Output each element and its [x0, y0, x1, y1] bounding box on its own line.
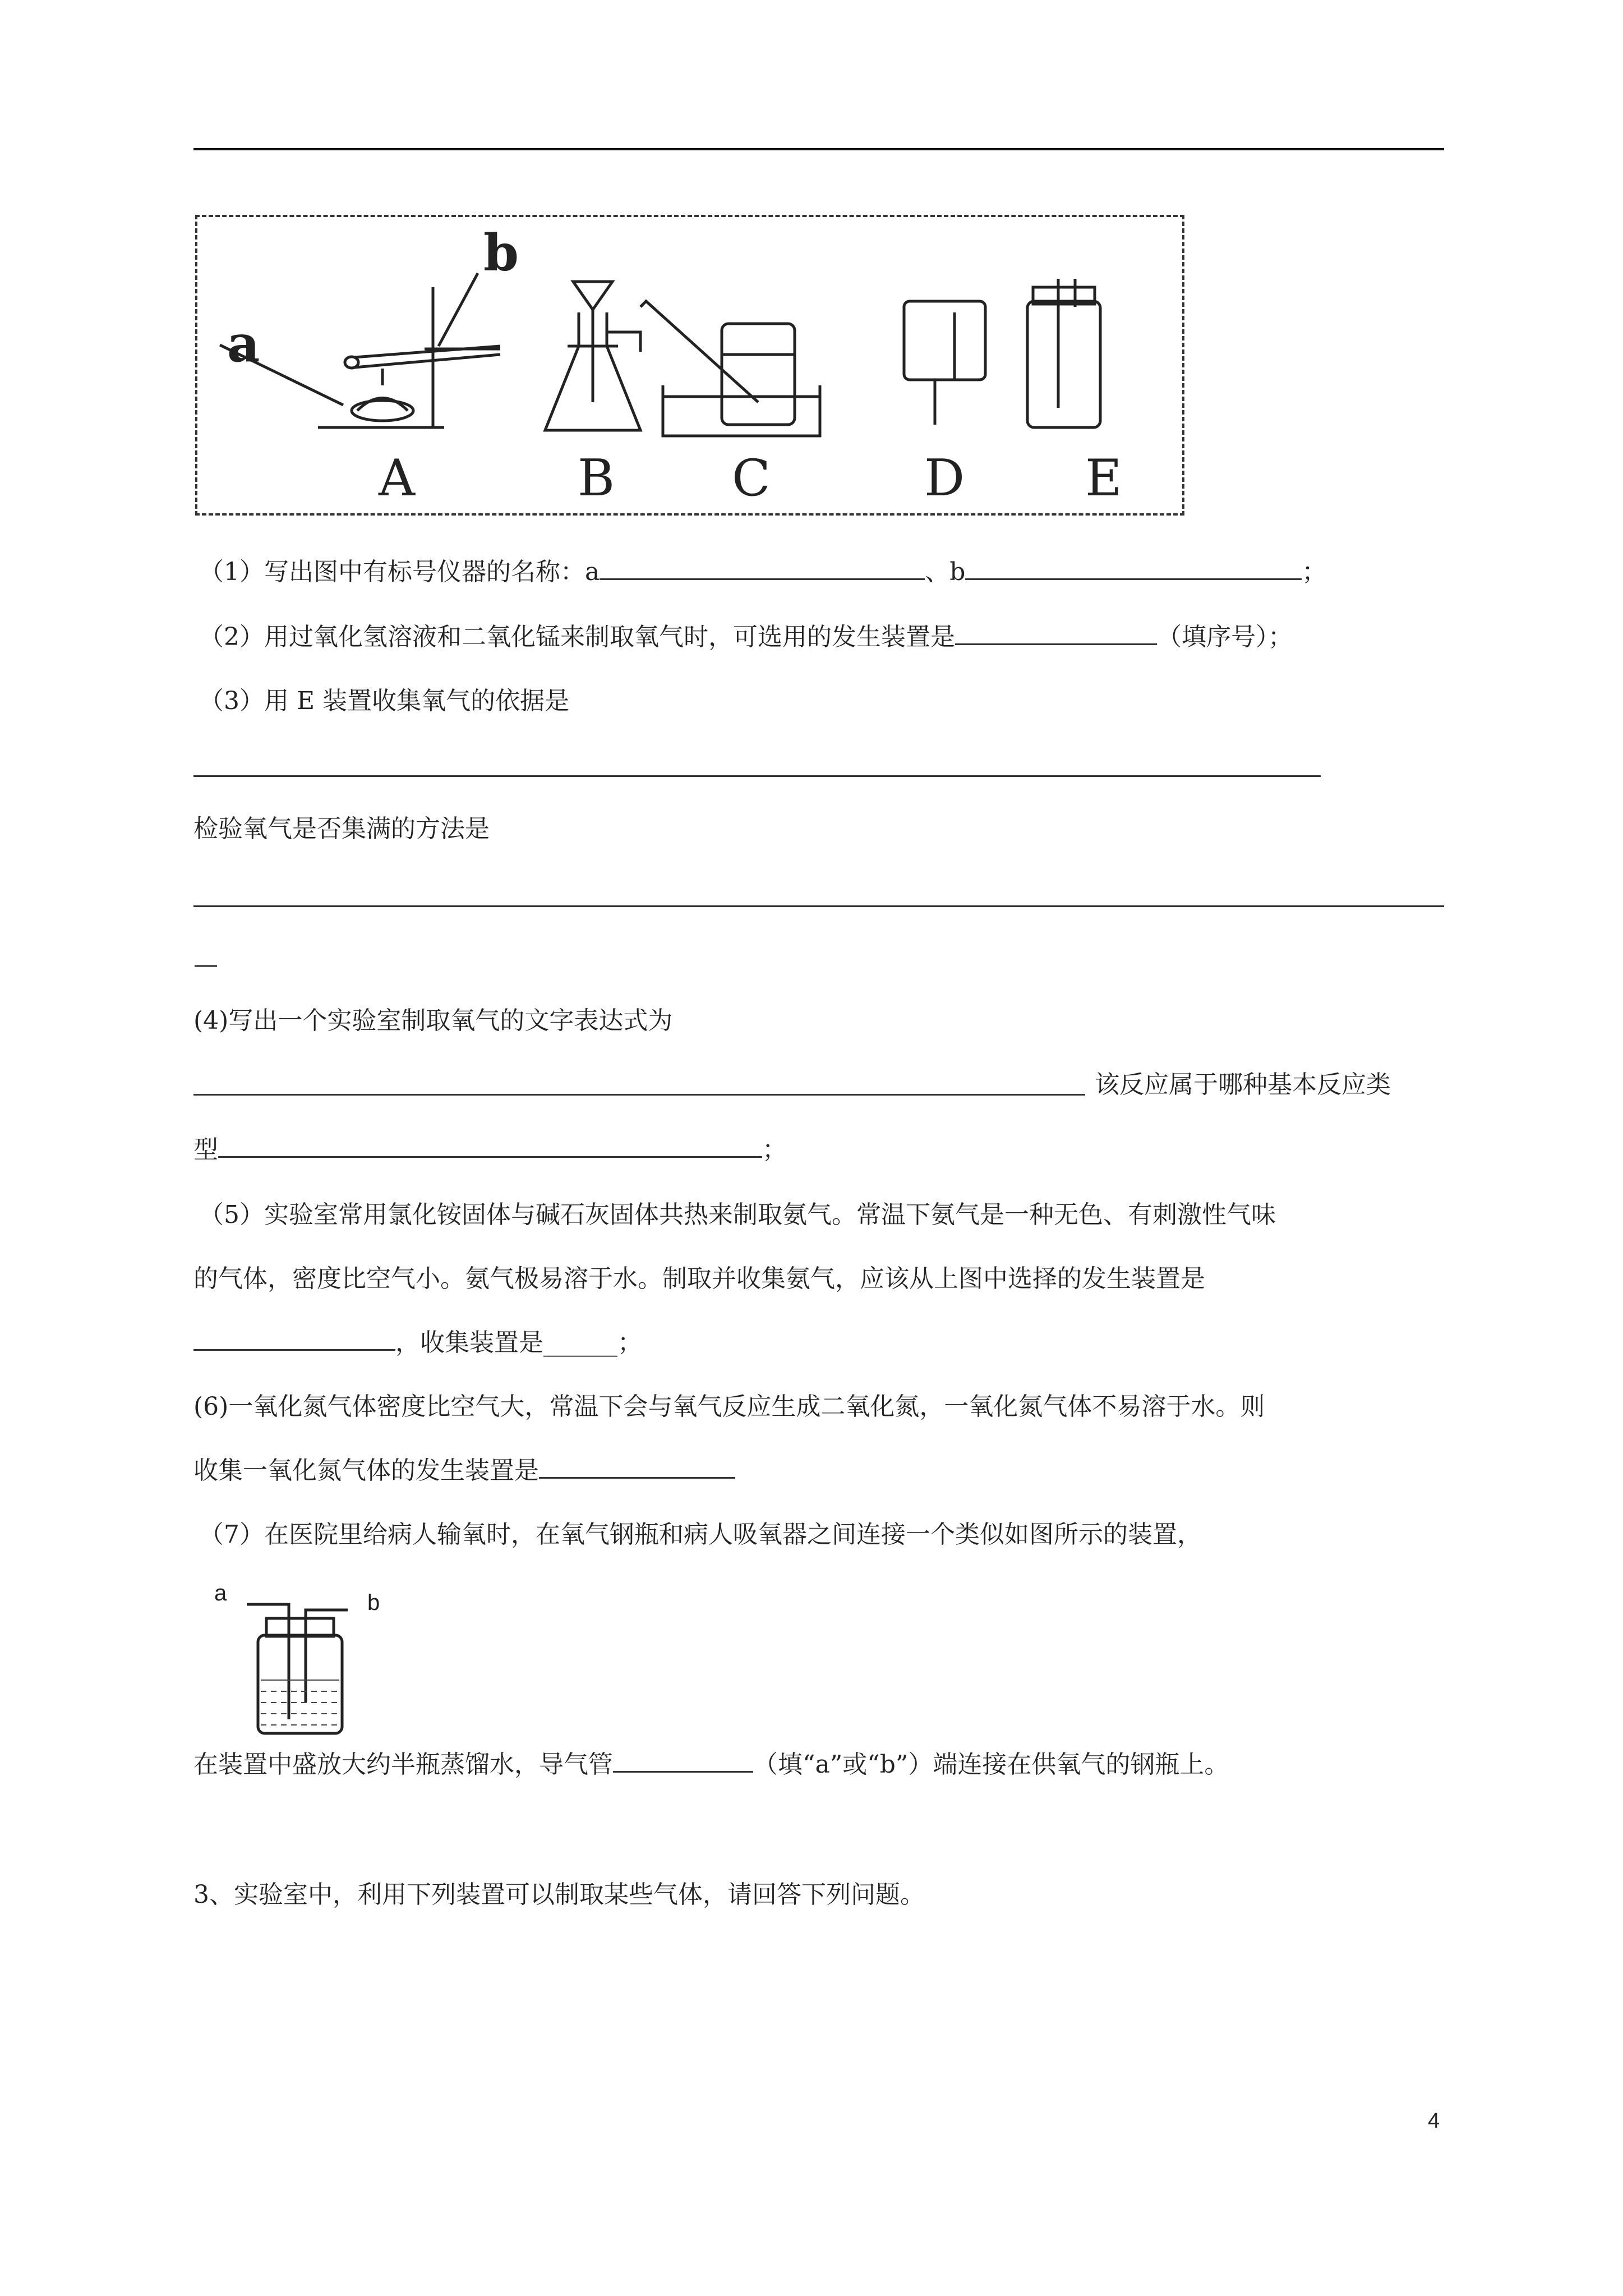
page-number: 4 — [1428, 2109, 1440, 2133]
question-6-line2: 收集一氧化氮气体的发生装置是 — [193, 1454, 735, 1488]
question-4: (4)写出一个实验室制取氧气的文字表达式为 — [193, 1006, 673, 1035]
letter-a: A — [379, 449, 415, 508]
letter-c: C — [732, 449, 771, 508]
blank-q7[interactable] — [613, 1749, 753, 1773]
blank-q4b[interactable] — [218, 1134, 762, 1158]
question-3-dash: — — [193, 950, 218, 979]
section-3-title: 3、实验室中，利用下列装置可以制取某些气体，请回答下列问题。 — [193, 1880, 925, 1909]
answer-line-q3b[interactable] — [193, 905, 1444, 907]
question-5-line1: （5）实验室常用氯化铵固体与碱石灰固体共热来制取氨气。常温下氨气是一种无色、有刺激性气味 — [199, 1200, 1276, 1229]
question-3: （3）用 E 装置收集氧气的依据是 — [199, 687, 570, 715]
question-1: （1）写出图中有标号仪器的名称：a 、b ； — [199, 555, 1326, 589]
letter-e: E — [1085, 449, 1122, 508]
blank-q2[interactable] — [955, 621, 1157, 645]
question-4-tail: 该反应属于哪种基本反应类 — [1095, 1070, 1391, 1099]
blank-a[interactable] — [600, 556, 925, 580]
label-a: a — [227, 314, 260, 374]
blank-q5a[interactable] — [193, 1327, 395, 1351]
question-5-line3: ，收集装置是______； — [193, 1326, 642, 1360]
letter-d: D — [924, 449, 965, 508]
answer-line-q4a[interactable] — [193, 1094, 1085, 1096]
header-rule — [193, 148, 1444, 150]
question-5-line2: 的气体，密度比空气小。氨气极易溶于水。制取并收集氨气，应该从上图中选择的发生装置是 — [193, 1264, 1205, 1293]
question-7: （7）在医院里给病人输氧时，在氧气钢瓶和病人吸氧器之间连接一个类似如图所示的装置， — [199, 1520, 1202, 1549]
question-6-line1: (6)一氧化氮气体密度比空气大，常温下会与氧气反应生成二氧化氮，一氧化氮气体不易溶于水。则 — [193, 1392, 1265, 1421]
label-b: b — [483, 223, 519, 283]
question-3-check: 检验氧气是否集满的方法是 — [193, 815, 490, 843]
blank-q6[interactable] — [539, 1455, 735, 1479]
bottle-label-a: a — [214, 1581, 227, 1605]
apparatus-drawing — [197, 217, 1182, 513]
letter-b: B — [578, 449, 615, 508]
bottle-label-b: b — [367, 1590, 380, 1615]
question-4-line2: 型 ； — [193, 1133, 787, 1167]
answer-line-q3a[interactable] — [193, 775, 1321, 777]
blank-b[interactable] — [965, 556, 1302, 580]
question-7-line: 在装置中盛放大约半瓶蒸馏水，导气管 （填“a”或“b”）端连接在供氧气的钢瓶上。 — [193, 1748, 1229, 1782]
question-2: （2）用过氧化氢溶液和二氧化锰来制取氧气时，可选用的发生装置是 （填序号）； — [199, 620, 1293, 654]
